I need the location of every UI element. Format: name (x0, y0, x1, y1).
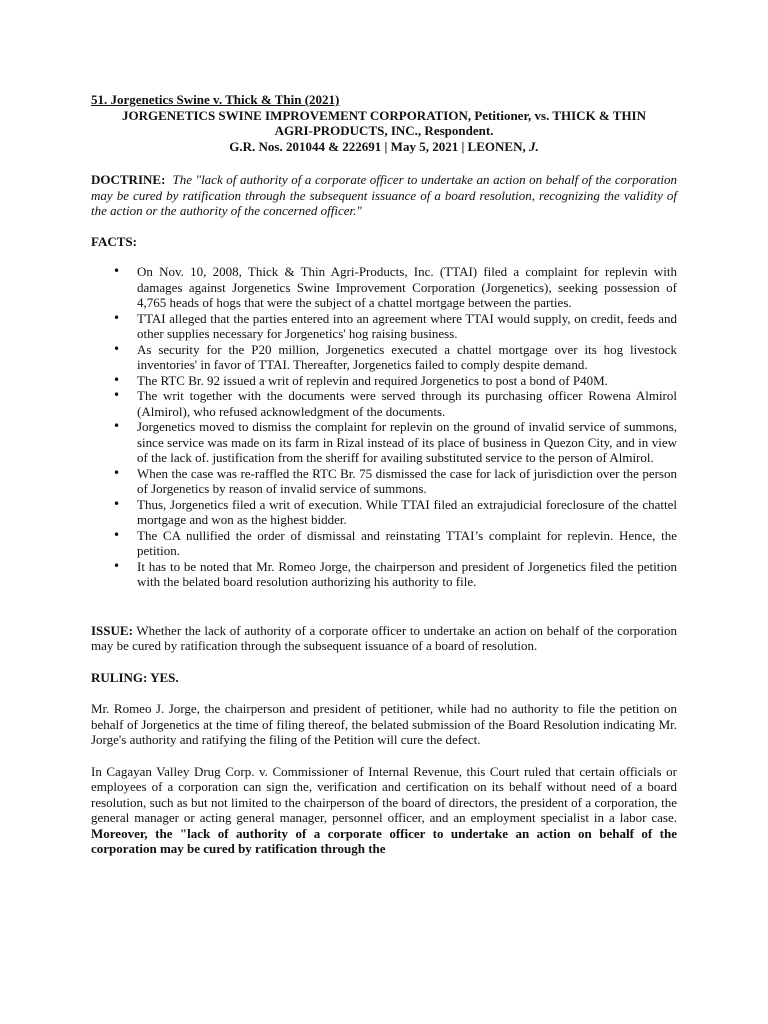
ruling-paragraph-2-text: In Cagayan Valley Drug Corp. v. Commissioner of Internal Revenue, this Court ruled that certain officials or employees of a corporation can sign the, verification and certification on its behalf without need of a board resolution, such as but not limited to the chairperson of the board of directors, the president of a corporation, the general manager or acting general manager, personnel officer, and an employment specialist in a labor case. (91, 763, 677, 825)
list-item: • The writ together with the documents were served through its purchasing officer Rowena Almirol (Almirol), who refused acknowledgment of the documents. (137, 388, 677, 419)
list-item: • As security for the P20 million, Jorgenetics executed a chattel mortgage over its hog livestock inventories' in favor of TTAI. Thereafter, Jorgenetics failed to comply despite demand. (137, 342, 677, 373)
header-parties-line1: JORGENETICS SWINE IMPROVEMENT CORPORATION, Petitioner, vs. THICK & THIN (121, 107, 647, 123)
doctrine-label: DOCTRINE: (91, 172, 166, 187)
list-item: • The RTC Br. 92 issued a writ of replevin and required Jorgenetics to post a bond of P40M. (137, 373, 677, 389)
ruling-paragraph-2-emphasis: Moreover, the "lack of authority of a corporate officer to undertake an action on behalf of the corporation may be cured by ratification through the (91, 825, 677, 856)
list-item: • Jorgenetics moved to dismiss the complaint for replevin on the ground of invalid service of summons, since service was made on its farm in Rizal instead of its place of business in Quezon City, and in view of the lack of. justification from the sheriff for availing substituted service to the person of Almirol. (137, 419, 677, 466)
ruling-paragraph-2 (91, 764, 677, 857)
case-title: 51. Jorgenetics Swine v. Thick & Thin (2021) (91, 92, 340, 107)
citation-text: G.R. Nos. 201044 & 222691 | May 5, 2021 | LEONEN, (229, 138, 529, 154)
list-item: • When the case was re-raffled the RTC Br. 75 dismissed the case for lack of jurisdiction over the person of Jorgenetics by reason of invalid service of summons. (137, 466, 677, 497)
issue-label: ISSUE: (91, 622, 133, 638)
list-item: • TTAI alleged that the parties entered into an agreement where TTAI would supply, on credit, feeds and other supplies necessary for Jorgenetics' hog raising business. (137, 311, 677, 342)
justice-suffix: J. (528, 138, 539, 154)
issue-section (91, 623, 677, 654)
doctrine-text: The "lack of authority of a corporate officer to undertake an action on behalf of the corporation may be cured by ratification through the subsequent issuance of a board resolution, recognizing the validity of the action or the authority of the concerned officer." (91, 172, 678, 218)
facts-list (91, 264, 677, 590)
list-item: • It has to be noted that Mr. Romeo Jorge, the chairperson and president of Jorgenetics filed the petition with the belated board resolution authorizing his authority to file. (137, 559, 677, 590)
ruling-label: RULING: YES. (91, 669, 179, 685)
list-item: • On Nov. 10, 2008, Thick & Thin Agri-Products, Inc. (TTAI) filed a complaint for replevin with damages against Jorgenetics Swine Improvement Corporation (Jorgenetics), seeking possession of 4,765 heads of hogs that were the subject of a chattel mortgage between the parties. (137, 264, 677, 311)
header-citation (91, 139, 677, 155)
list-item: • Thus, Jorgenetics filed a writ of execution. While TTAI filed an extrajudicial foreclosure of the chattel mortgage and won as the highest bidder. (137, 497, 677, 528)
list-item: • The CA nullified the order of dismissal and reinstating TTAI’s complaint for replevin. Hence, the petition. (137, 528, 677, 559)
header-parties-line2: AGRI-PRODUCTS, INC., Respondent. (274, 123, 494, 138)
issue-text: Whether the lack of authority of a corporate officer to undertake an action on behalf of the corporation may be cured by ratification through the subsequent issuance of a board of resolution. (91, 622, 677, 653)
facts-label: FACTS: (91, 233, 137, 249)
ruling-paragraph-1: Mr. Romeo J. Jorge, the chairperson and president of petitioner, while had no authority to file the petition on behalf of Jorgenetics at the time of filing thereof, the belated submission of the Board Resolution indicating Mr. Jorge's authority and ratifying the filing of the Petition will cure the defect. (91, 701, 677, 747)
doctrine-section (91, 172, 677, 219)
